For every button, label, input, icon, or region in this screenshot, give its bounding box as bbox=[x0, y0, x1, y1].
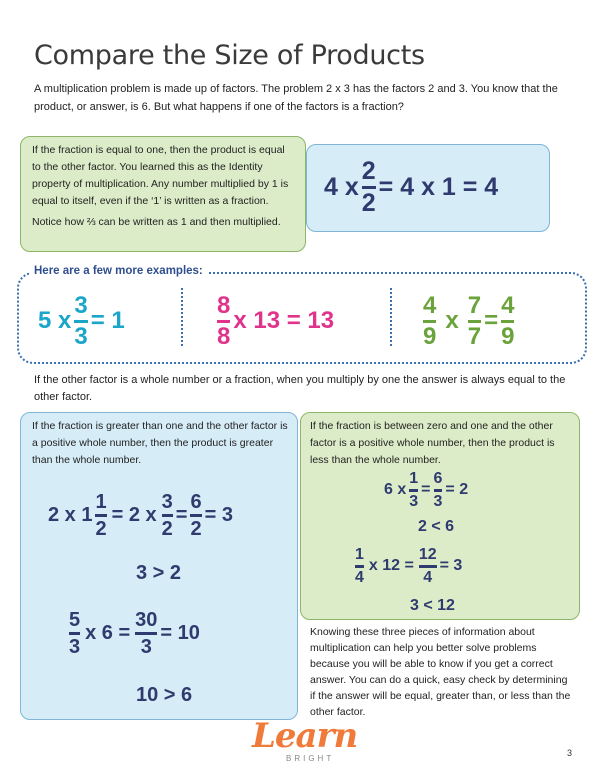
greater-equation-1 bbox=[48, 484, 233, 546]
fraction bbox=[467, 291, 482, 350]
page-number: 3 bbox=[566, 748, 572, 758]
denominator: 7 bbox=[467, 322, 482, 350]
fraction bbox=[190, 492, 201, 539]
eq-part: x 13 = 13 bbox=[233, 307, 335, 334]
numerator: 6 bbox=[433, 469, 443, 487]
identity-equation bbox=[324, 146, 498, 228]
eq-part: x 12 = bbox=[368, 557, 414, 574]
eq-part: = 10 bbox=[160, 621, 200, 644]
fraction bbox=[135, 610, 157, 657]
numerator: 1 bbox=[355, 545, 364, 563]
numerator: 6 bbox=[190, 490, 202, 513]
middle-paragraph: If the other factor is a whole number or a fraction, when you multiply by one the answer is always equal to the other factor. bbox=[34, 374, 566, 403]
numerator: 4 bbox=[501, 291, 515, 319]
eq-part: 2 x 1 bbox=[48, 503, 93, 526]
fraction bbox=[217, 291, 231, 350]
example-2 bbox=[214, 288, 334, 354]
numerator: 1 bbox=[409, 469, 419, 487]
greater-equation-2 bbox=[66, 602, 200, 664]
denominator: 9 bbox=[423, 322, 437, 350]
numerator: 4 bbox=[423, 291, 437, 319]
logo-subtitle: BRIGHT bbox=[286, 754, 335, 763]
eq-part: = 1 bbox=[90, 307, 125, 334]
denominator: 2 bbox=[161, 517, 173, 540]
denominator: 3 bbox=[409, 492, 419, 510]
examples-divider bbox=[181, 288, 183, 346]
identity-note: Notice how ⅔ can be written as 1 and then multiplied. bbox=[32, 216, 281, 228]
fraction bbox=[423, 291, 437, 350]
eq-part: = 4 x 1 = 4 bbox=[378, 172, 499, 201]
eq-part: 4 x bbox=[324, 172, 359, 201]
fraction bbox=[419, 547, 437, 586]
eq-part: 6 x bbox=[384, 481, 407, 498]
denominator: 8 bbox=[217, 322, 231, 350]
greater-comparison-1: 3 > 2 bbox=[136, 562, 182, 584]
numerator: 12 bbox=[418, 545, 437, 563]
denominator: 2 bbox=[190, 517, 202, 540]
denominator: 3 bbox=[74, 322, 88, 350]
fraction bbox=[361, 156, 376, 217]
denominator: 9 bbox=[501, 322, 515, 350]
numerator: 5 bbox=[69, 608, 81, 631]
numerator: 3 bbox=[161, 490, 173, 513]
intro-paragraph: A multiplication problem is made up of factors. The problem 2 x 3 has the factors 2 and 3. You know that the product, or answer, is 6. But what happens if one of the factors is a fraction? bbox=[34, 83, 558, 113]
eq-part: x bbox=[445, 307, 459, 334]
eq-part: = bbox=[175, 503, 188, 526]
fraction bbox=[162, 492, 173, 539]
denominator: 2 bbox=[95, 517, 107, 540]
identity-text: If the fraction is equal to one, then the product is equal to the other factor. You learned this as the Identity property of multiplication. Any number multiplied by 1 is equal to itself, even if the ‘1’ is written as a fraction. bbox=[32, 144, 289, 207]
eq-part: x 6 = bbox=[85, 621, 131, 644]
fraction bbox=[434, 471, 443, 510]
fraction bbox=[74, 291, 88, 350]
denominator: 4 bbox=[423, 568, 433, 586]
denominator: 3 bbox=[433, 492, 443, 510]
fraction bbox=[69, 610, 80, 657]
less-equation-2 bbox=[352, 542, 462, 590]
examples-divider bbox=[390, 288, 392, 346]
numerator: 7 bbox=[467, 291, 482, 319]
eq-part: = bbox=[421, 481, 431, 498]
examples-label: Here are a few more examples: bbox=[30, 265, 207, 277]
example-1 bbox=[38, 288, 125, 354]
denominator: 2 bbox=[361, 188, 376, 217]
greater-comparison-2: 10 > 6 bbox=[136, 684, 193, 706]
numerator: 8 bbox=[217, 291, 231, 319]
numerator: 1 bbox=[95, 490, 107, 513]
denominator: 4 bbox=[355, 568, 364, 586]
numerator: 30 bbox=[135, 608, 158, 631]
fraction bbox=[355, 547, 364, 586]
numerator: 2 bbox=[361, 156, 376, 185]
eq-part: = 3 bbox=[204, 503, 233, 526]
page-title: Compare the Size of Products bbox=[34, 40, 425, 71]
fraction bbox=[95, 492, 106, 539]
fraction bbox=[409, 471, 418, 510]
eq-part: = 2 bbox=[445, 481, 469, 498]
numerator: 3 bbox=[74, 291, 88, 319]
eq-part: 5 x bbox=[38, 307, 72, 334]
less-text: If the fraction is between zero and one and the other factor is a positive whole number, then the product is less than the whole number. bbox=[310, 420, 555, 466]
denominator: 3 bbox=[69, 635, 81, 658]
less-comparison-1: 2 < 6 bbox=[418, 518, 455, 535]
eq-part: = bbox=[484, 307, 499, 334]
closing-paragraph: Knowing these three pieces of information about multiplication can help you better solve problems because you will be able to know if you get a correct answer. You can do a quick, easy check by determining if the answer will be equal, greater than, or less than the other factor. bbox=[310, 626, 571, 718]
fraction bbox=[501, 291, 515, 350]
eq-part: = 2 x bbox=[111, 503, 157, 526]
learn-bright-logo: Learn bbox=[252, 716, 358, 756]
eq-part: = 3 bbox=[439, 557, 463, 574]
greater-text: If the fraction is greater than one and the other factor is a positive whole number, then the product is greater than the whole number. bbox=[32, 420, 288, 466]
less-equation-1 bbox=[384, 466, 468, 514]
denominator: 3 bbox=[140, 635, 152, 658]
less-comparison-2: 3 < 12 bbox=[410, 597, 455, 614]
example-3 bbox=[420, 288, 517, 354]
